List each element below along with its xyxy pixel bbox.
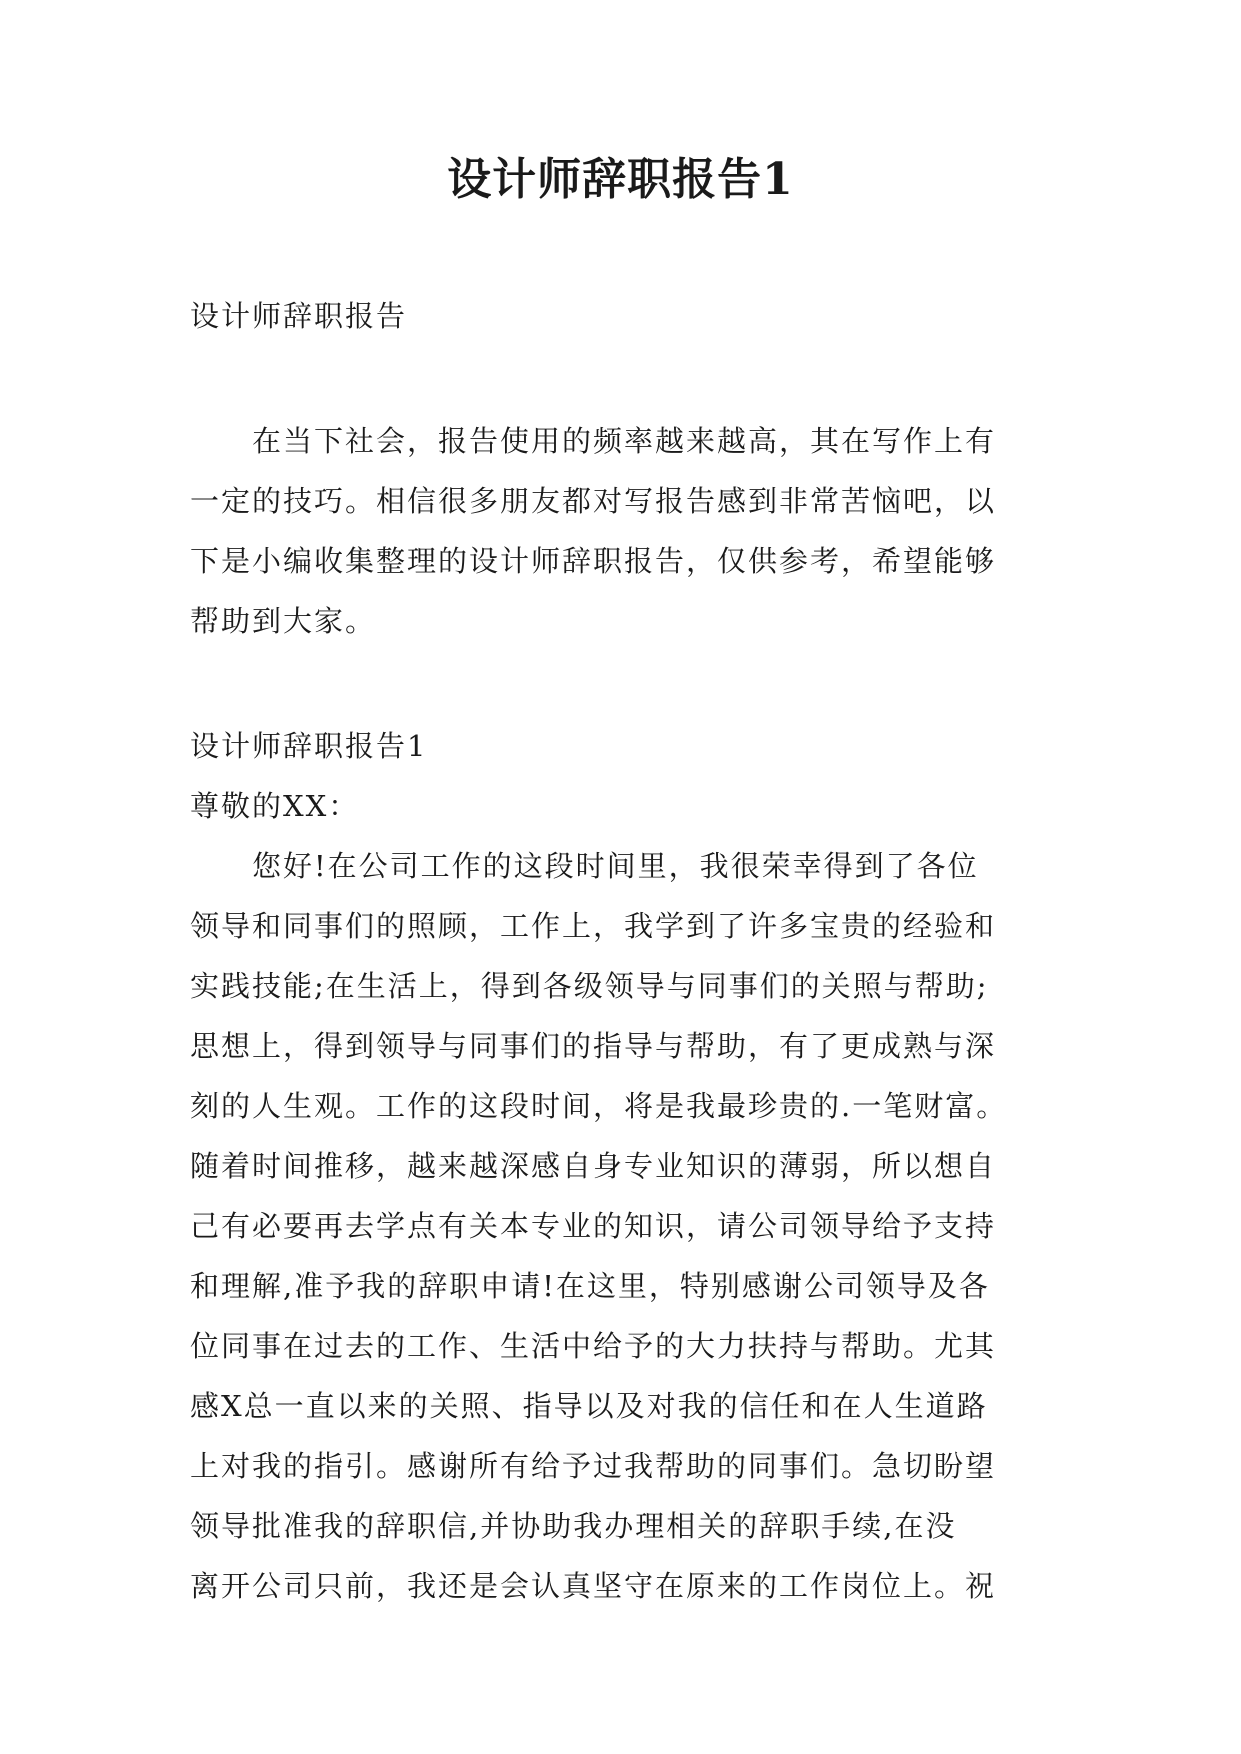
body-line: 思想上，得到领导与同事们的指导与帮助，有了更成熟与深 xyxy=(190,1029,997,1063)
body-line: 己有必要再去学点有关本专业的知识，请公司领导给予支持 xyxy=(190,1209,997,1243)
intro-line: 在当下社会，报告使用的频率越来越高，其在写作上有 xyxy=(190,424,997,458)
paragraph-gap xyxy=(190,651,1052,716)
intro-paragraph xyxy=(190,411,1052,651)
intro-line: 帮助到大家。 xyxy=(190,604,377,638)
body-line: 领导批准我的辞职信,并协助我办理相关的辞职手续,在没 xyxy=(190,1509,957,1543)
paragraph-gap xyxy=(190,346,1052,411)
body-line: 实践技能;在生活上，得到各级领导与同事们的关照与帮助; xyxy=(190,969,989,1003)
subtitle: 设计师辞职报告 xyxy=(190,299,408,333)
intro-line: 下是小编收集整理的设计师辞职报告，仅供参考，希望能够 xyxy=(190,544,997,578)
document-body xyxy=(190,286,1052,1616)
document-title: 设计师辞职报告1 xyxy=(447,154,794,205)
body-line: 位同事在过去的工作、生活中给予的大力扶持与帮助。尤其 xyxy=(190,1329,997,1363)
body-line: 刻的人生观。工作的这段时间，将是我最珍贵的.一笔财富。 xyxy=(190,1089,1008,1123)
section-heading: 设计师辞职报告1 xyxy=(190,729,428,763)
salutation: 尊敬的XX： xyxy=(190,789,360,823)
body-line: 上对我的指引。感谢所有给予过我帮助的同事们。急切盼望 xyxy=(190,1449,997,1483)
body-line: 离开公司只前，我还是会认真坚守在原来的工作岗位上。祝 xyxy=(190,1569,997,1603)
body-line: 和理解,准予我的辞职申请!在这里，特别感谢公司领导及各 xyxy=(190,1269,990,1303)
body-paragraph xyxy=(190,836,1052,1616)
intro-line: 一定的技巧。相信很多朋友都对写报告感到非常苦恼吧，以 xyxy=(190,484,997,518)
body-line: 领导和同事们的照顾，工作上，我学到了许多宝贵的经验和 xyxy=(190,909,997,943)
body-line: 感X总一直以来的关照、指导以及对我的信任和在人生道路 xyxy=(190,1389,988,1423)
body-line: 您好!在公司工作的这段时间里，我很荣幸得到了各位 xyxy=(190,849,979,883)
body-line: 随着时间推移，越来越深感自身专业知识的薄弱，所以想自 xyxy=(190,1149,997,1183)
